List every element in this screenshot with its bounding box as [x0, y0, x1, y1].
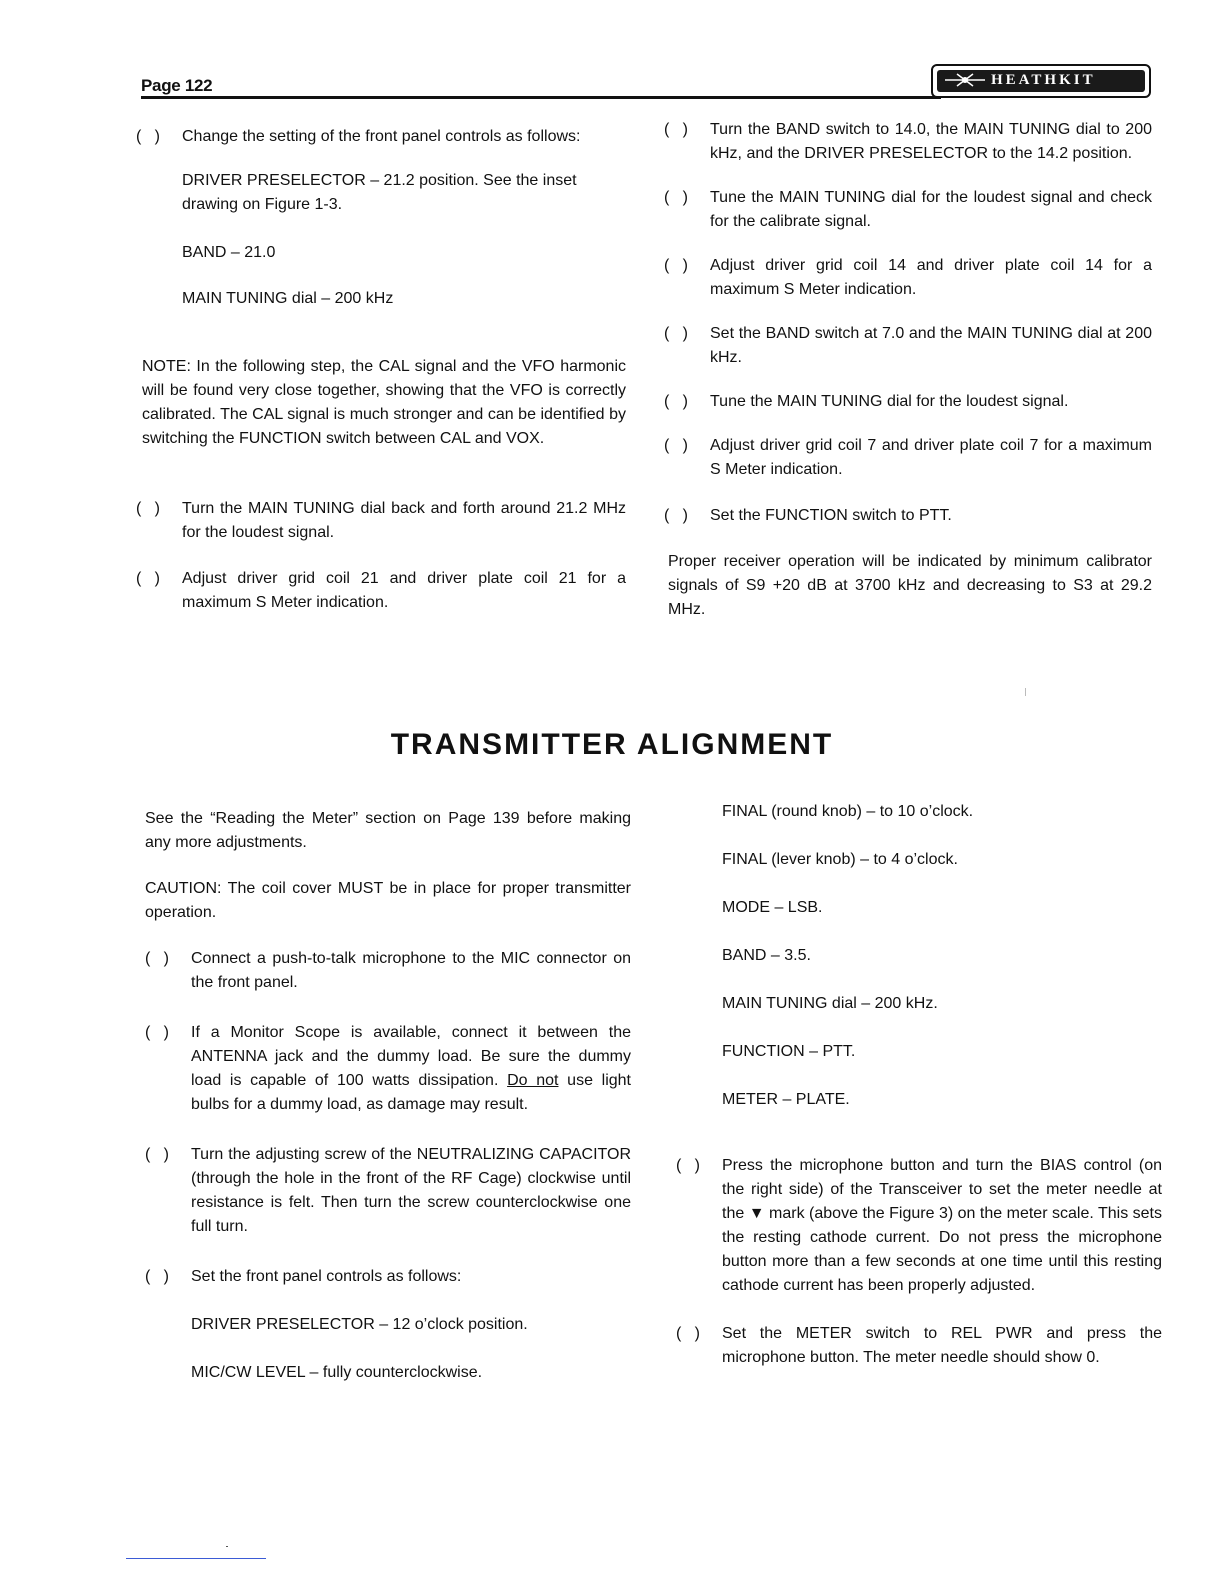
checklist-step: [676, 1154, 1162, 1298]
checklist-step: [664, 118, 1152, 166]
checkbox[interactable]: ( ): [664, 189, 688, 206]
checkbox[interactable]: ( ): [664, 393, 688, 410]
step-text: [191, 1021, 631, 1117]
setting-line: METER – PLATE.: [722, 1091, 850, 1108]
summary-paragraph: Proper receiver operation will be indicated by minimum calibrator signals of S9 +20 dB at 3700 kHz and decreasing to S3 at 29.2 MHz.: [668, 553, 1152, 618]
note-paragraph: NOTE: In the following step, the CAL signal and the VFO harmonic will be found very close together, showing that the VFO is correctly calibrated. The CAL signal is much stronger and can be identified by switching the FUNCTION switch between CAL and VOX.: [142, 358, 626, 447]
checkbox[interactable]: ( ): [136, 500, 160, 517]
checklist-step: [136, 125, 626, 149]
brand-name: HEATHKIT: [991, 72, 1096, 88]
checklist-step: [664, 254, 1152, 302]
checkbox[interactable]: ( ): [664, 121, 688, 138]
setting-line: MODE – LSB.: [722, 899, 823, 916]
checkbox[interactable]: ( ): [676, 1325, 700, 1342]
step-text-part: If a Monitor Scope is available, connect it between the ANTENNA jack and the dummy load. Be sure the dummy load is capable of 100 watts dissipation.: [191, 1024, 631, 1089]
checkbox[interactable]: ( ): [664, 257, 688, 274]
right-column-bottom: [676, 800, 1162, 1370]
checklist-step: [676, 1322, 1162, 1370]
checkbox[interactable]: ( ): [676, 1157, 700, 1174]
checkbox[interactable]: ( ): [145, 1146, 169, 1163]
page-header: [141, 74, 1149, 100]
right-column-top: [664, 118, 1152, 622]
step-text: Adjust driver grid coil 21 and driver plate coil 21 for a maximum S Meter indication.: [182, 570, 626, 611]
left-column-bottom: [145, 807, 631, 1385]
checklist-step: [664, 504, 1152, 528]
checklist-step: [145, 947, 631, 995]
checklist-step: [664, 186, 1152, 234]
step-text: Change the setting of the front panel controls as follows:: [182, 128, 581, 145]
checkbox[interactable]: ( ): [664, 507, 688, 524]
checklist-step: [145, 1143, 631, 1239]
checkbox[interactable]: ( ): [136, 128, 160, 145]
logo-badge: [937, 70, 1145, 92]
checklist-step: [664, 434, 1152, 482]
setting-line: BAND – 3.5.: [722, 947, 811, 964]
scan-dot: [226, 1546, 228, 1547]
setting-line: FINAL (round knob) – to 10 o’clock.: [722, 803, 974, 820]
step-text: Turn the MAIN TUNING dial back and forth around 21.2 MHz for the loudest signal.: [182, 500, 626, 541]
logo-emblem-icon: [943, 71, 987, 89]
left-column-top: [136, 125, 626, 615]
header-rule: [141, 96, 941, 99]
checklist-step: [664, 390, 1152, 414]
setting-line: MIC/CW LEVEL – fully counterclockwise.: [191, 1364, 483, 1381]
checklist-step: [136, 497, 626, 545]
step-text: Adjust driver grid coil 14 and driver plate coil 14 for a maximum S Meter indication.: [710, 257, 1152, 298]
intro-paragraph: See the “Reading the Meter” section on Page 139 before making any more adjustments.: [145, 810, 631, 851]
step-text: Set the front panel controls as follows:: [191, 1268, 462, 1285]
checklist-step: [136, 567, 626, 615]
step-text: Connect a push-to-talk microphone to the MIC connector on the front panel.: [191, 950, 631, 991]
setting-line: MAIN TUNING dial – 200 kHz.: [722, 995, 938, 1012]
step-text: Set the BAND switch at 7.0 and the MAIN TUNING dial at 200 kHz.: [710, 325, 1152, 366]
step-text: Set the METER switch to REL PWR and press the microphone button. The meter needle should show 0.: [722, 1325, 1162, 1366]
checkbox[interactable]: ( ): [145, 950, 169, 967]
page-number: Page 122: [141, 76, 213, 95]
checklist-step: [664, 322, 1152, 370]
checkbox[interactable]: ( ): [664, 325, 688, 342]
footer-link-line: [126, 1558, 266, 1559]
checklist-step: [145, 1021, 631, 1117]
setting-line: DRIVER PRESELECTOR – 12 o’clock position.: [191, 1316, 528, 1333]
setting-line: FUNCTION – PTT.: [722, 1043, 856, 1060]
step-text: Tune the MAIN TUNING dial for the loudest signal and check for the calibrate signal.: [710, 189, 1152, 230]
step-text-part: use light bulbs for a dummy load, as damage may result.: [191, 1072, 632, 1113]
checkbox[interactable]: ( ): [145, 1268, 169, 1285]
setting-line: BAND – 21.0: [182, 244, 276, 261]
step-text: Turn the adjusting screw of the NEUTRALIZING CAPACITOR (through the hole in the front of the RF Cage) clockwise until resistance is felt. Then turn the screw counterclockwise one full turn.: [191, 1146, 631, 1235]
setting-line: MAIN TUNING dial – 200 kHz: [182, 290, 394, 307]
scan-mark: [1025, 688, 1026, 696]
step-text: Turn the BAND switch to 14.0, the MAIN TUNING dial to 200 kHz, and the DRIVER PRESELECTOR to the 14.2 position.: [710, 121, 1152, 162]
emphasis-text: Do not: [507, 1072, 559, 1089]
step-text: Tune the MAIN TUNING dial for the loudest signal.: [710, 393, 1069, 410]
step-text: Adjust driver grid coil 7 and driver plate coil 7 for a maximum S Meter indication.: [710, 437, 1152, 478]
setting-line: DRIVER PRESELECTOR – 21.2 position. See the inset drawing on Figure 1-3.: [182, 172, 577, 213]
setting-line: FINAL (lever knob) – to 4 o’clock.: [722, 851, 958, 868]
checklist-step: [145, 1265, 631, 1289]
checkbox[interactable]: ( ): [145, 1024, 169, 1041]
heathkit-logo: [931, 64, 1151, 98]
checkbox[interactable]: ( ): [136, 570, 160, 587]
step-text: Set the FUNCTION switch to PTT.: [710, 507, 952, 524]
step-text: Press the microphone button and turn the BIAS control (on the right side) of the Transceiver to set the meter needle at the ▼ mark (above the Figure 3) on the meter scale. This sets the resting cathode current. Do not press the microphone button more than a few seconds at one time until this resting cathode current has been properly adjusted.: [722, 1157, 1162, 1294]
section-title: TRANSMITTER ALIGNMENT: [390, 728, 834, 761]
checkbox[interactable]: ( ): [664, 437, 688, 454]
caution-paragraph: CAUTION: The coil cover MUST be in place for proper transmitter operation.: [145, 880, 631, 921]
